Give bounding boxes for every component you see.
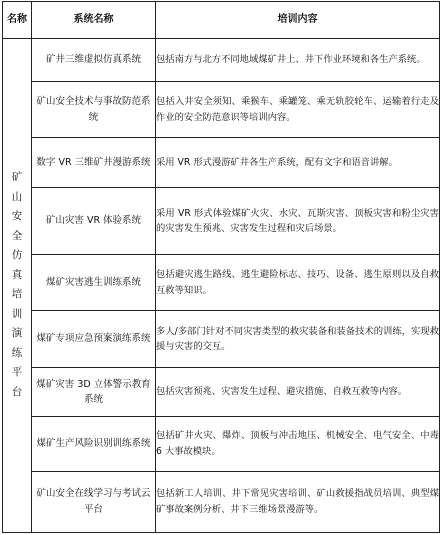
table-row [3,188,440,255]
system-name-cell: 数字 VR 三维矿井漫游系统 [32,138,156,188]
system-name-cell: 煤矿灾害 3D 立体警示教育系统 [32,368,156,417]
table-row [3,471,440,532]
training-content-cell: 包括入井安全须知、乘猴车、乘罐笼、乘无轨胶轮车、运输着行走及作业的安全防范意识等培训内容。 [156,82,440,138]
header-category: 名称 [3,2,32,39]
table-row [3,311,440,368]
system-name-cell: 矿山安全技术与事故防范系统 [32,82,156,138]
table-row [3,368,440,417]
training-content-cell: 采用 VR 形式漫游矿井各生产系统，配有文字和语音讲解。 [156,138,440,188]
table-row [3,138,440,188]
system-name-cell: 矿山灾害 VR 体验系统 [32,188,156,255]
table-row [3,255,440,311]
training-content-cell: 多人/多部门针对不同灾害类型的救灾装备和装备技术的训练，实现救援与灾害的交互。 [156,311,440,368]
system-name-cell: 矿井三维虚拟仿真系统 [32,38,156,82]
category-cell: 矿山安全仿真培训演练平台 [3,38,32,532]
system-name-cell: 煤矿灾害逃生训练系统 [32,255,156,311]
training-systems-table [2,1,440,533]
table-row [3,82,440,138]
system-name-cell: 矿山安全在线学习与考试云平台 [32,471,156,532]
training-content-cell: 采用 VR 形式体验煤矿火灾、水灾、瓦斯灾害、顶板灾害和粉尘灾害的灾害发生预兆、灾害发生过程和灾后场景。 [156,188,440,255]
training-content-cell: 包括新工人培训、井下常见灾害培训、矿山救援指战员培训、典型煤矿事故案例分析、井下三维场景漫游等。 [156,471,440,532]
system-name-cell: 煤矿生产风险识别训练系统 [32,416,156,471]
header-row [3,2,440,39]
header-training-content: 培训内容 [156,2,440,39]
training-content-cell: 包括避灾逃生路线、逃生避险标志、技巧、设备、逃生原则以及自救互救等知识。 [156,255,440,311]
table-row [3,38,440,82]
training-content-cell: 包括南方与北方不同地域煤矿井上、井下作业环境和各生产系统。 [156,38,440,82]
training-content-cell: 包括矿井火灾、爆炸、顶板与冲击地压、机械安全、电气安全、中毒 6 大事故模块。 [156,416,440,471]
table-row [3,416,440,471]
header-system-name: 系统名称 [32,2,156,39]
system-name-cell: 煤矿专项应急预案演练系统 [32,311,156,368]
training-content-cell: 包括灾害预兆、灾害发生过程、避灾措施、自救互救等内容。 [156,368,440,417]
